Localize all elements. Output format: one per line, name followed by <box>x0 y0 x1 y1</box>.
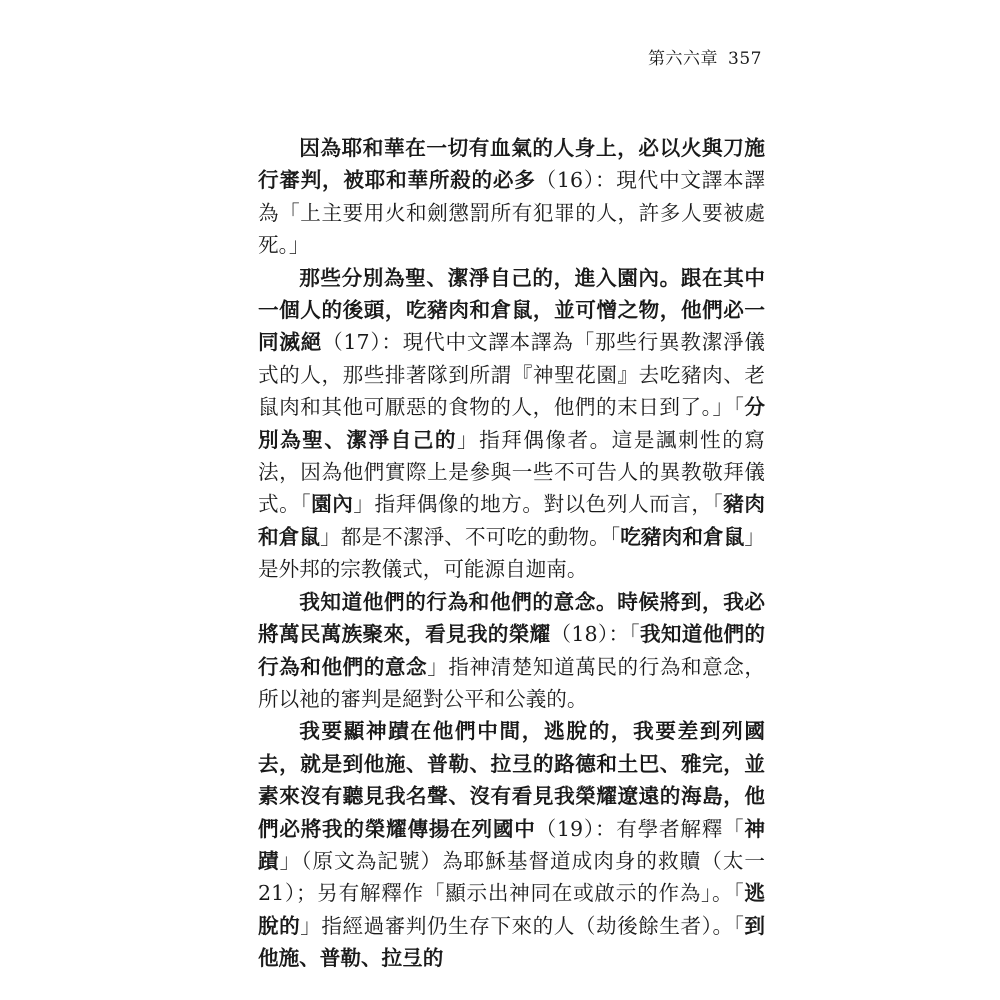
commentary: （19）：有學者解釋「 <box>535 816 745 841</box>
quoted-term: 逃脫的 <box>258 881 765 938</box>
paragraph-verse-16 <box>258 132 765 262</box>
commentary: 」指拜偶像者。這是諷刺性的寫法，因為他們實際上是參與一些不可告人的異教敬拜儀式。「 <box>258 427 765 517</box>
commentary: 」指經過審判仍生存下來的人（劫後餘生者）。「 <box>300 913 745 938</box>
quoted-verse: 我要顯神蹟在他們中間，逃脫的，我要差到列國去，就是到他施、普勒、拉弖的路德和土巴、雅完，並素來沒有聽見我名聲、沒有看見我榮耀遼遠的海島，他們必將我的榮耀傳揚在列國中 <box>258 719 765 841</box>
quoted-term: 神蹟 <box>258 816 766 873</box>
paragraph-verse-19 <box>258 715 765 974</box>
commentary: 」指拜偶像的地方。對以色列人而言，「 <box>353 492 724 517</box>
body-text <box>258 132 765 975</box>
commentary: 」（原文為記號）為耶穌基督道成肉身的救贖（太一 21）；另有解釋作「顯示出神同在或啟示的作為」。「 <box>258 848 766 906</box>
commentary: （18）：「 <box>550 622 640 647</box>
commentary: 」指神清楚知道萬民的行為和意念，所以祂的審判是絕對公平和公義的。 <box>258 654 766 711</box>
commentary: 」都是不潔淨、不可吃的動物。「 <box>320 524 621 549</box>
commentary: （16）：現代中文譯本譯為「上主要用火和劍懲罰所有犯罪的人，許多人要被處死。」 <box>258 168 766 258</box>
quoted-verse: 那些分別為聖、潔淨自己的，進入園內。跟在其中一個人的後頭，吃豬肉和倉鼠，並可憎之物，他們必一同滅絕 <box>258 265 765 355</box>
quoted-verse: 我知道他們的行為和他們的意念。時候將到，我必將萬民萬族聚來，看見我的榮耀 <box>258 589 765 647</box>
quoted-term: 分別為聖、潔淨自己的 <box>258 395 765 452</box>
page-number: 357 <box>728 49 762 69</box>
quoted-term: 園內 <box>311 492 354 517</box>
paragraph-verse-17 <box>258 262 765 586</box>
paragraph-verse-18 <box>258 586 765 716</box>
quoted-term: 到他施、普勒、拉弖的 <box>258 913 765 971</box>
quoted-term: 我知道他們的行為和他們的意念 <box>258 622 766 679</box>
quoted-verse: 因為耶和華在一切有血氣的人身上，必以火與刀施行審判，被耶和華所殺的必多 <box>258 136 765 193</box>
quoted-term: 吃豬肉和倉鼠 <box>620 524 745 549</box>
commentary: （17）：現代中文譯本譯為「那些行異教潔淨儀式的人，那些排著隊到所謂『神聖花園』去吃豬肉、老鼠肉和其他可厭惡的食物的人，他們的末日到了。」「 <box>258 330 766 420</box>
running-header <box>638 44 762 69</box>
commentary: 」是外邦的宗教儀式，可能源自迦南。 <box>258 524 766 582</box>
chapter-title: 第六六章 <box>648 49 719 69</box>
quoted-term: 豬肉和倉鼠 <box>258 492 765 549</box>
